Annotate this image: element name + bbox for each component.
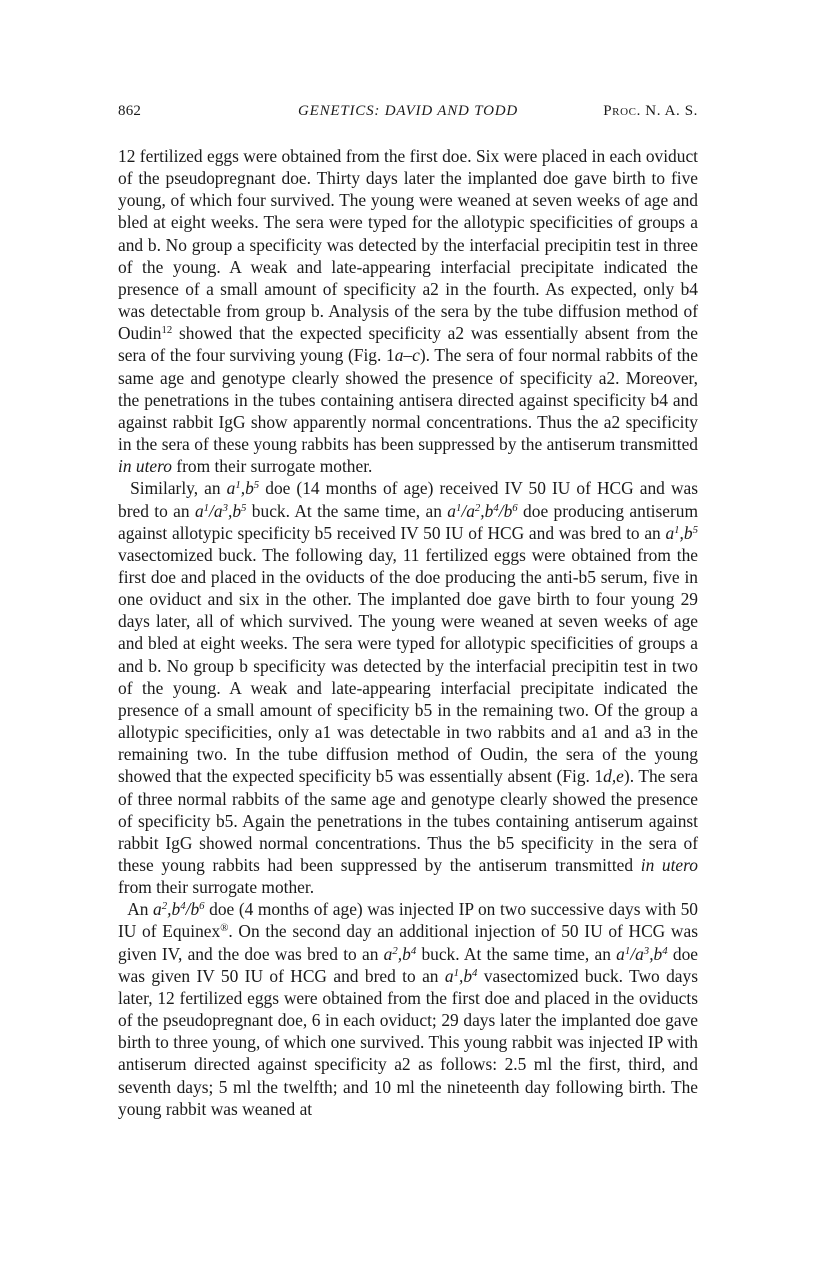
genotype: $a^2,b^4/b^6$	[153, 899, 205, 920]
genotype: $a^1,b^5$	[665, 522, 698, 543]
article-body	[118, 145, 698, 1120]
paragraph-2: Similarly, an $a^1,b^5$ doe (14 months of age) received IV 50 IU of HCG and was bred to an $a^1/a^3,b^5$ buck. At the same time, an $a^1/a^2,b^4/b^6$ doe producing antiserum against allotypic specificity b5 received IV 50 IU of HCG and was bred to an $a^1,b^5$ vasectomized buck. The following day, 11 fertilized eggs were obtained from the first doe and placed in the oviducts of the doe producing the anti-b5 serum, five in one oviduct and six in the other. The implanted doe gave birth to four young 29 days later, all of which survived. The young were weaned at seven weeks of age and bled at eight weeks. The sera were typed for allotypic specificities of groups a and b. No group b specificity was detected by the interfacial precipitin test in two of the young. A weak and late-appearing interfacial precipitate indicated the presence of a small amount of specificity b5 in the remaining two. Of the group a allotypic specificities, only a1 was detectable in two rabbits and a1 and a3 in the remaining two. In the tube diffusion method of Oudin, the sera of the young showed that the expected specificity b5 was essentially absent (Fig. 1d,e). The sera of three normal rabbits of the same age and genotype clearly showed the presence of specificity b5. Again the penetrations in the tubes containing antiserum against rabbit IgG showed normal concentrations. Thus the b5 specificity in the sera of these young rabbits had been suppressed by the antiserum transmitted in utero from their surrogate mother.	[118, 478, 698, 898]
genotype: $a^1/a^3,b^5$	[194, 500, 247, 521]
paragraph-1: 12 fertilized eggs were obtained from the first doe. Six were placed in each oviduct of the pseudopregnant doe. Thirty days later the implanted doe gave birth to five young, of which four survived. The young were weaned at seven weeks of age and bled at eight weeks. The sera were typed for the allotypic specificities of groups a and b. No group a specificity was detected by the interfacial precipitin test in three of the young. A weak and late-appearing interfacial precipitate indicated the presence of a small amount of specificity a2 in the fourth. As expected, only b4 was detectable from group b. Analysis of the sera by the tube diffusion method of Oudin$^{12}$ showed that the expected specificity a2 was essentially absent from the sera of the four surviving young (Fig. 1a–c). The sera of four normal rabbits of the same age and genotype clearly showed the presence of specificity a2. Moreover, the penetrations in the tubes containing antisera directed against specificity b4 and against rabbit IgG show apparently normal concentrations. Thus the a2 specificity in the sera of these young rabbits has been suppressed by the antiserum transmitted in utero from their surrogate mother.	[118, 146, 698, 477]
in-utero-term: in utero	[118, 456, 172, 477]
reference-12: 12	[161, 324, 173, 337]
in-utero-term: in utero	[640, 855, 698, 875]
running-header	[118, 103, 698, 125]
figure-ref-1a-c: a–c	[394, 345, 420, 366]
genotype: $a^2,b^4$	[383, 943, 417, 964]
genotype: $a^1,b^5$	[226, 478, 260, 499]
running-title: GENETICS: DAVID AND TODD	[298, 103, 518, 119]
page-number: 862	[118, 103, 142, 119]
genotype: $a^1/a^3,b^4$	[616, 943, 668, 964]
genotype: $a^1,b^4$	[444, 965, 478, 986]
registered-mark: ®	[220, 922, 229, 935]
genotype: $a^1/a^2,b^4/b^6$	[447, 500, 518, 521]
paragraph-3: An $a^2,b^4/b^6$ doe (4 months of age) was injected IP on two successive days with 50 IU of Equinex®. On the second day an additional injection of 50 IU of HCG was given IV, and the doe was bred to an $a^2,b^4$ buck. At the same time, an $a^1/a^3,b^4$ doe was given IV 50 IU of HCG and bred to an $a^1,b^4$ vasectomized buck. Two days later, 12 fertilized eggs were obtained from the first doe and placed in the oviducts of the pseudopregnant doe, 6 in each oviduct; 29 days later the implanted doe gave birth to three young, of which one survived. This young rabbit was injected IP with antiserum directed against specificity a2 as follows: 2.5 ml the first, third, and seventh days; 5 ml the twelfth; and 10 ml the nineteenth day following birth. The young rabbit was weaned at	[118, 899, 698, 1119]
journal-name: Proc. N. A. S.	[603, 103, 698, 119]
figure-ref-1d-e: d,e	[603, 766, 624, 787]
